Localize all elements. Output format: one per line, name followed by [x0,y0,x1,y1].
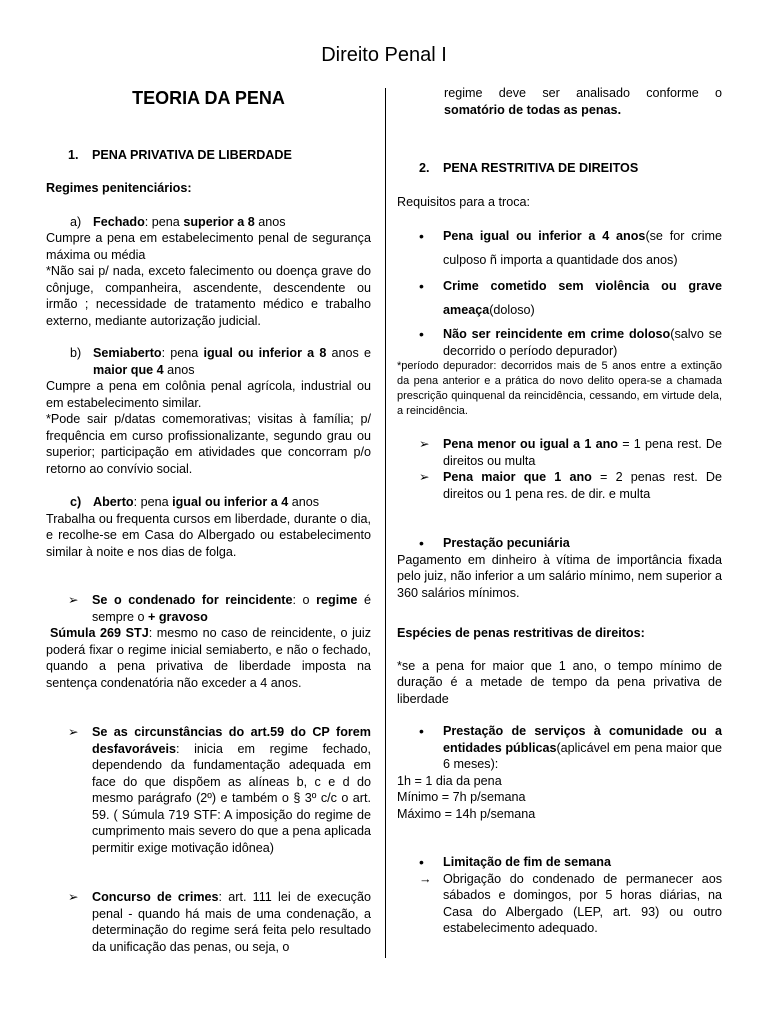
section-1-heading [46,147,371,164]
strong-text: superior a 8 [183,214,255,229]
servicos-line: Máximo = 14h p/semana [397,806,536,821]
section-label: PENA RESTRITIVA DE DIREITOS [443,161,639,175]
sumula-269-paragraph [46,625,371,691]
text: (aplicável em pena maior que 6 meses): [443,740,723,771]
bullet-dot-icon: • [419,854,424,870]
left-column [46,90,371,955]
text: = 2 penas rest. De direitos ou 1 pena res. de dir. e multa [443,470,722,501]
especies-note: *se a pena for maior que 1 ano, o tempo mínimo de duração é a metade de tempo da pena privativa de liberdade [397,658,722,706]
paragraph: Cumpre a pena em estabelecimento penal de segurança máxima ou média [46,231,371,262]
text: anos [288,495,320,509]
art59-item [46,724,371,856]
text: regime deve ser analisado conforme o [444,86,722,100]
arrowhead-bullet-icon: ➢ [419,470,430,484]
prestacao-item [397,535,722,552]
strong-text: Prestação pecuniária [443,536,570,550]
especies-heading: Espécies de penas restritivas de direitos: [397,626,645,640]
strong-text: Pena maior que 1 ano [443,470,592,484]
pena-maior-item [397,469,722,502]
requisitos-heading: Requisitos para a troca: [397,194,531,209]
regime-name: Semiaberto [93,346,162,360]
text: é sempre o [92,593,371,624]
servicos-line: Mínimo = 7h p/semana [397,790,526,804]
strong-text: Pena menor ou igual a 1 ano [443,437,618,451]
regimes-heading: Regimes penitenciários: [46,181,192,195]
text: : inicia em regime fechado, dependendo da fundamentação adequada em face do que dispõem as alíneas b, c e d do mesmo parágrafo (2º) e também o § 3º c/c o art. 59. ( Súmula 719 STF: A imposição do regime de cumprimento mais severo do que a pena aplicada permitir exige motivação idônea) [92,741,371,855]
strong-text: Concurso de crimes [92,890,219,904]
bullet-dot-icon: • [419,535,424,551]
arrowhead-bullet-icon: ➢ [68,593,79,607]
requisito-item [397,274,722,322]
regime-fechado-heading [46,214,371,231]
continuation-paragraph [397,85,722,118]
right-arrow-icon: → [419,871,432,886]
strong-text: regime [316,593,358,607]
strong-text: igual ou inferior a 4 [172,495,289,509]
paragraph: Cumpre a pena em colônia penal agrícola, industrial ou em estabelecimento similar. [46,379,371,410]
paragraph: Pagamento em dinheiro à vítima de importância fixada pelo juiz, não inferior a um salário mínimo, nem superior a 360 salários mínimos. [397,552,722,600]
paragraph: *Não sai p/ nada, exceto falecimento ou doença grave do cônjuge, companheira, ascendente, descendente ou irmão ; necessidade de tratamento médico e trabalho externo, mediante autorização judicial. [46,264,371,328]
concurso-item [46,889,371,955]
text: anos [254,214,286,229]
regime-semiaberto-heading [46,345,371,378]
main-title: TEORIA DA PENA [132,88,285,108]
text: : pena [133,495,173,509]
strong-text: + gravoso [148,609,208,624]
paragraph: *Pode sair p/datas comemorativas; visitas à família; p/ frequência em curso profissionalizante, segundo grau ou superior; participação em atividades que concorram p/o retorno ao convívio social. [46,412,371,476]
requisito-item [397,326,722,359]
strong-text: Limitação de fim de semana [443,855,611,869]
text: = 1 pena rest. De direitos ou multa [443,437,722,468]
section-number: 2. [419,161,430,175]
column-divider [385,88,386,958]
page-title: Direito Penal I [321,44,447,66]
text: : o [292,593,317,607]
text: anos e [326,346,372,360]
text: (salvo se decorrido o período depurador) [443,327,722,358]
servicos-item [397,723,722,773]
strong-text: Súmula 269 STJ [50,626,149,640]
bullet-dot-icon: • [419,326,424,342]
arrowhead-bullet-icon: ➢ [68,890,79,904]
section-number: 1. [68,147,79,162]
item-label: c) [70,495,82,509]
depurador-note: *período depurador: decorridos mais de 5 anos entre a extinção da pena anterior e a prática do novo delito opera-se a chamada prescrição quinquenal da reincidência, cessando, em virtude dela, a reincidência. [397,360,722,417]
strong-text: Se as circunstâncias do art.59 do CP forem desfavoráveis [92,725,371,756]
text: Obrigação do condenado de permanecer aos sábados e domingos, por 5 horas diárias, na Casa do Albergado (LEP, art. 93) ou outro estabelecimento adequado. [443,871,722,935]
text: : mesmo no caso de reincidente, o juiz poderá fixar o regime inicial semiaberto, e não o fechado, quando a pena privativa de liberdade imposta na sentença condenatória não exceder a 4 anos. [46,626,372,690]
pena-menor-item [397,436,722,469]
reincidente-item [46,592,371,625]
strong-text: Se o condenado for reincidente [92,593,293,607]
arrowhead-bullet-icon: ➢ [68,725,79,739]
regime-name: Aberto [93,495,134,509]
strong-text: maior que 4 [93,362,164,377]
limitacao-detail [397,871,722,937]
bullet-dot-icon: • [419,723,424,739]
text: : art. 111 lei de execução penal - quando há mais de uma condenação, a determinação do regime será feita pelo resultado da unificação das penas, ou seja, o [92,890,371,954]
text: : pena [144,214,184,229]
servicos-line: 1h = 1 dia da pena [397,773,502,788]
regime-aberto-heading [46,494,371,511]
strong-text: Crime cometido sem violência ou grave ameaça [443,279,722,317]
section-2-heading [397,160,722,177]
strong-text: Pena igual ou inferior a 4 anos [443,229,646,243]
section-label: PENA PRIVATIVA DE LIBERDADE [92,147,292,162]
strong-text: Não ser reincidente em crime doloso [443,327,671,341]
item-label: b) [70,346,82,360]
text: : pena [161,346,204,360]
regime-name: Fechado [93,214,145,229]
text: (doloso) [489,303,535,317]
strong-text: igual ou inferior a 8 [203,346,327,360]
text: anos [163,362,195,377]
item-label: a) [70,214,82,229]
paragraph: Trabalha ou frequenta cursos em liberdade, durante o dia, e recolhe-se em Casa do Albergado ou estabelecimento similar à noite e nos dias de folga. [46,511,371,559]
right-column [397,85,722,937]
bullet-dot-icon: • [419,228,424,244]
strong-text: Prestação de serviços à comunidade ou a entidades públicas [443,724,722,755]
strong-text: somatório de todas as penas. [444,102,622,117]
text: (se for crime culposo ñ importa a quantidade dos anos) [443,229,723,267]
bullet-dot-icon: • [419,278,424,294]
arrowhead-bullet-icon: ➢ [419,437,430,451]
requisito-item [397,224,722,272]
limitacao-item [397,854,722,871]
